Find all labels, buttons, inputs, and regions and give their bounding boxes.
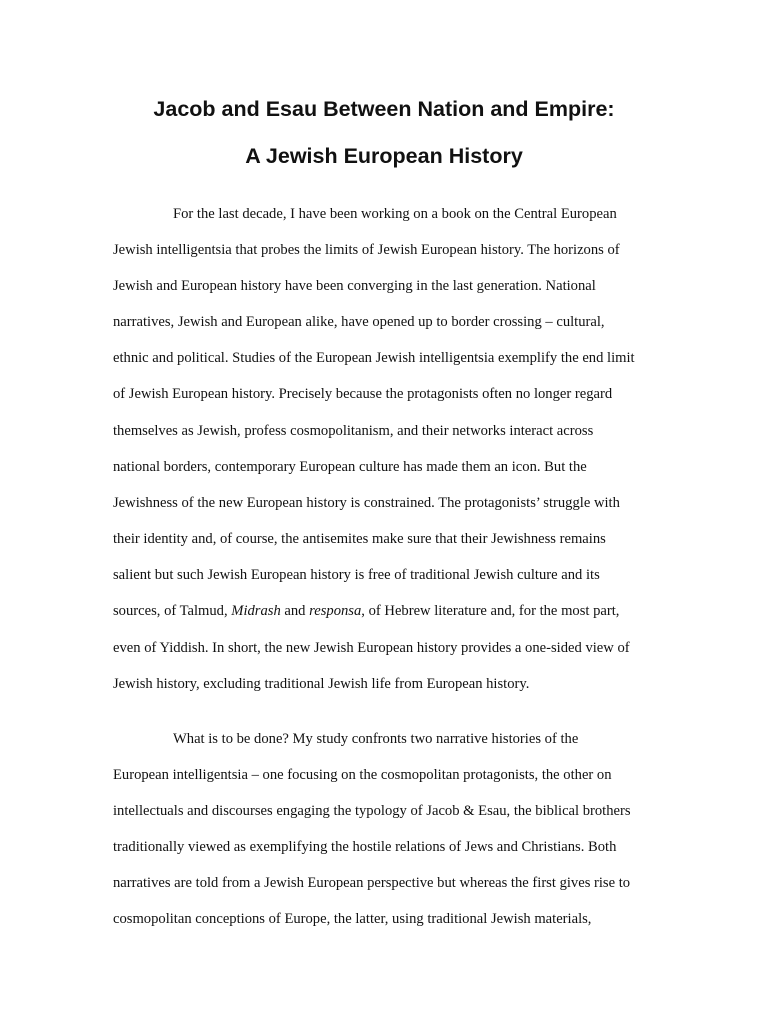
- text-line: traditionally viewed as exemplifying the hostile relations of Jews and Christians. Both: [113, 839, 617, 855]
- text-line-with-italics: [113, 602, 619, 620]
- text-line: their identity and, of course, the antisemites make sure that their Jewishness remains: [113, 531, 606, 547]
- italic-term-midrash: Midrash: [231, 603, 281, 619]
- text-line: of Jewish European history. Precisely because the protagonists often no longer regard: [113, 386, 613, 402]
- text-line: Jewish history, excluding traditional Jewish life from European history.: [113, 676, 530, 692]
- text-line: salient but such Jewish European history is free of traditional Jewish culture and its: [113, 567, 600, 583]
- text-line: intellectuals and discourses engaging the typology of Jacob & Esau, the biblical brothers: [113, 803, 631, 819]
- text-line: Jewish intelligentsia that probes the limits of Jewish European history. The horizons of: [113, 242, 620, 258]
- document-title: Jacob and Esau Between Nation and Empire:: [153, 97, 615, 121]
- italic-term-responsa: responsa: [309, 603, 362, 619]
- text-line: Jewishness of the new European history is constrained. The protagonists’ struggle with: [113, 495, 620, 511]
- text-segment: and: [280, 603, 310, 619]
- text-line: national borders, contemporary European culture has made them an icon. But the: [113, 459, 587, 475]
- text-line: Jewish and European history have been converging in the last generation. National: [113, 278, 596, 294]
- text-line: For the last decade, I have been working on a book on the Central European: [173, 206, 617, 222]
- text-segment: sources, of Talmud,: [113, 603, 232, 619]
- text-line: What is to be done? My study confronts two narrative histories of the: [173, 731, 579, 747]
- text-line: narratives, Jewish and European alike, have opened up to border crossing – cultural,: [113, 314, 605, 330]
- text-line: European intelligentsia – one focusing on the cosmopolitan protagonists, the other on: [113, 767, 612, 783]
- text-segment: , of Hebrew literature and, for the most part,: [361, 603, 620, 619]
- text-line: even of Yiddish. In short, the new Jewish European history provides a one-sided view of: [113, 640, 630, 656]
- text-line: cosmopolitan conceptions of Europe, the latter, using traditional Jewish materials,: [113, 911, 592, 927]
- text-line: narratives are told from a Jewish European perspective but whereas the first gives rise to: [113, 875, 631, 891]
- text-line: ethnic and political. Studies of the European Jewish intelligentsia exemplify the end limit: [113, 350, 635, 366]
- document-subtitle: A Jewish European History: [245, 144, 523, 168]
- text-line: themselves as Jewish, profess cosmopolitanism, and their networks interact across: [113, 423, 594, 439]
